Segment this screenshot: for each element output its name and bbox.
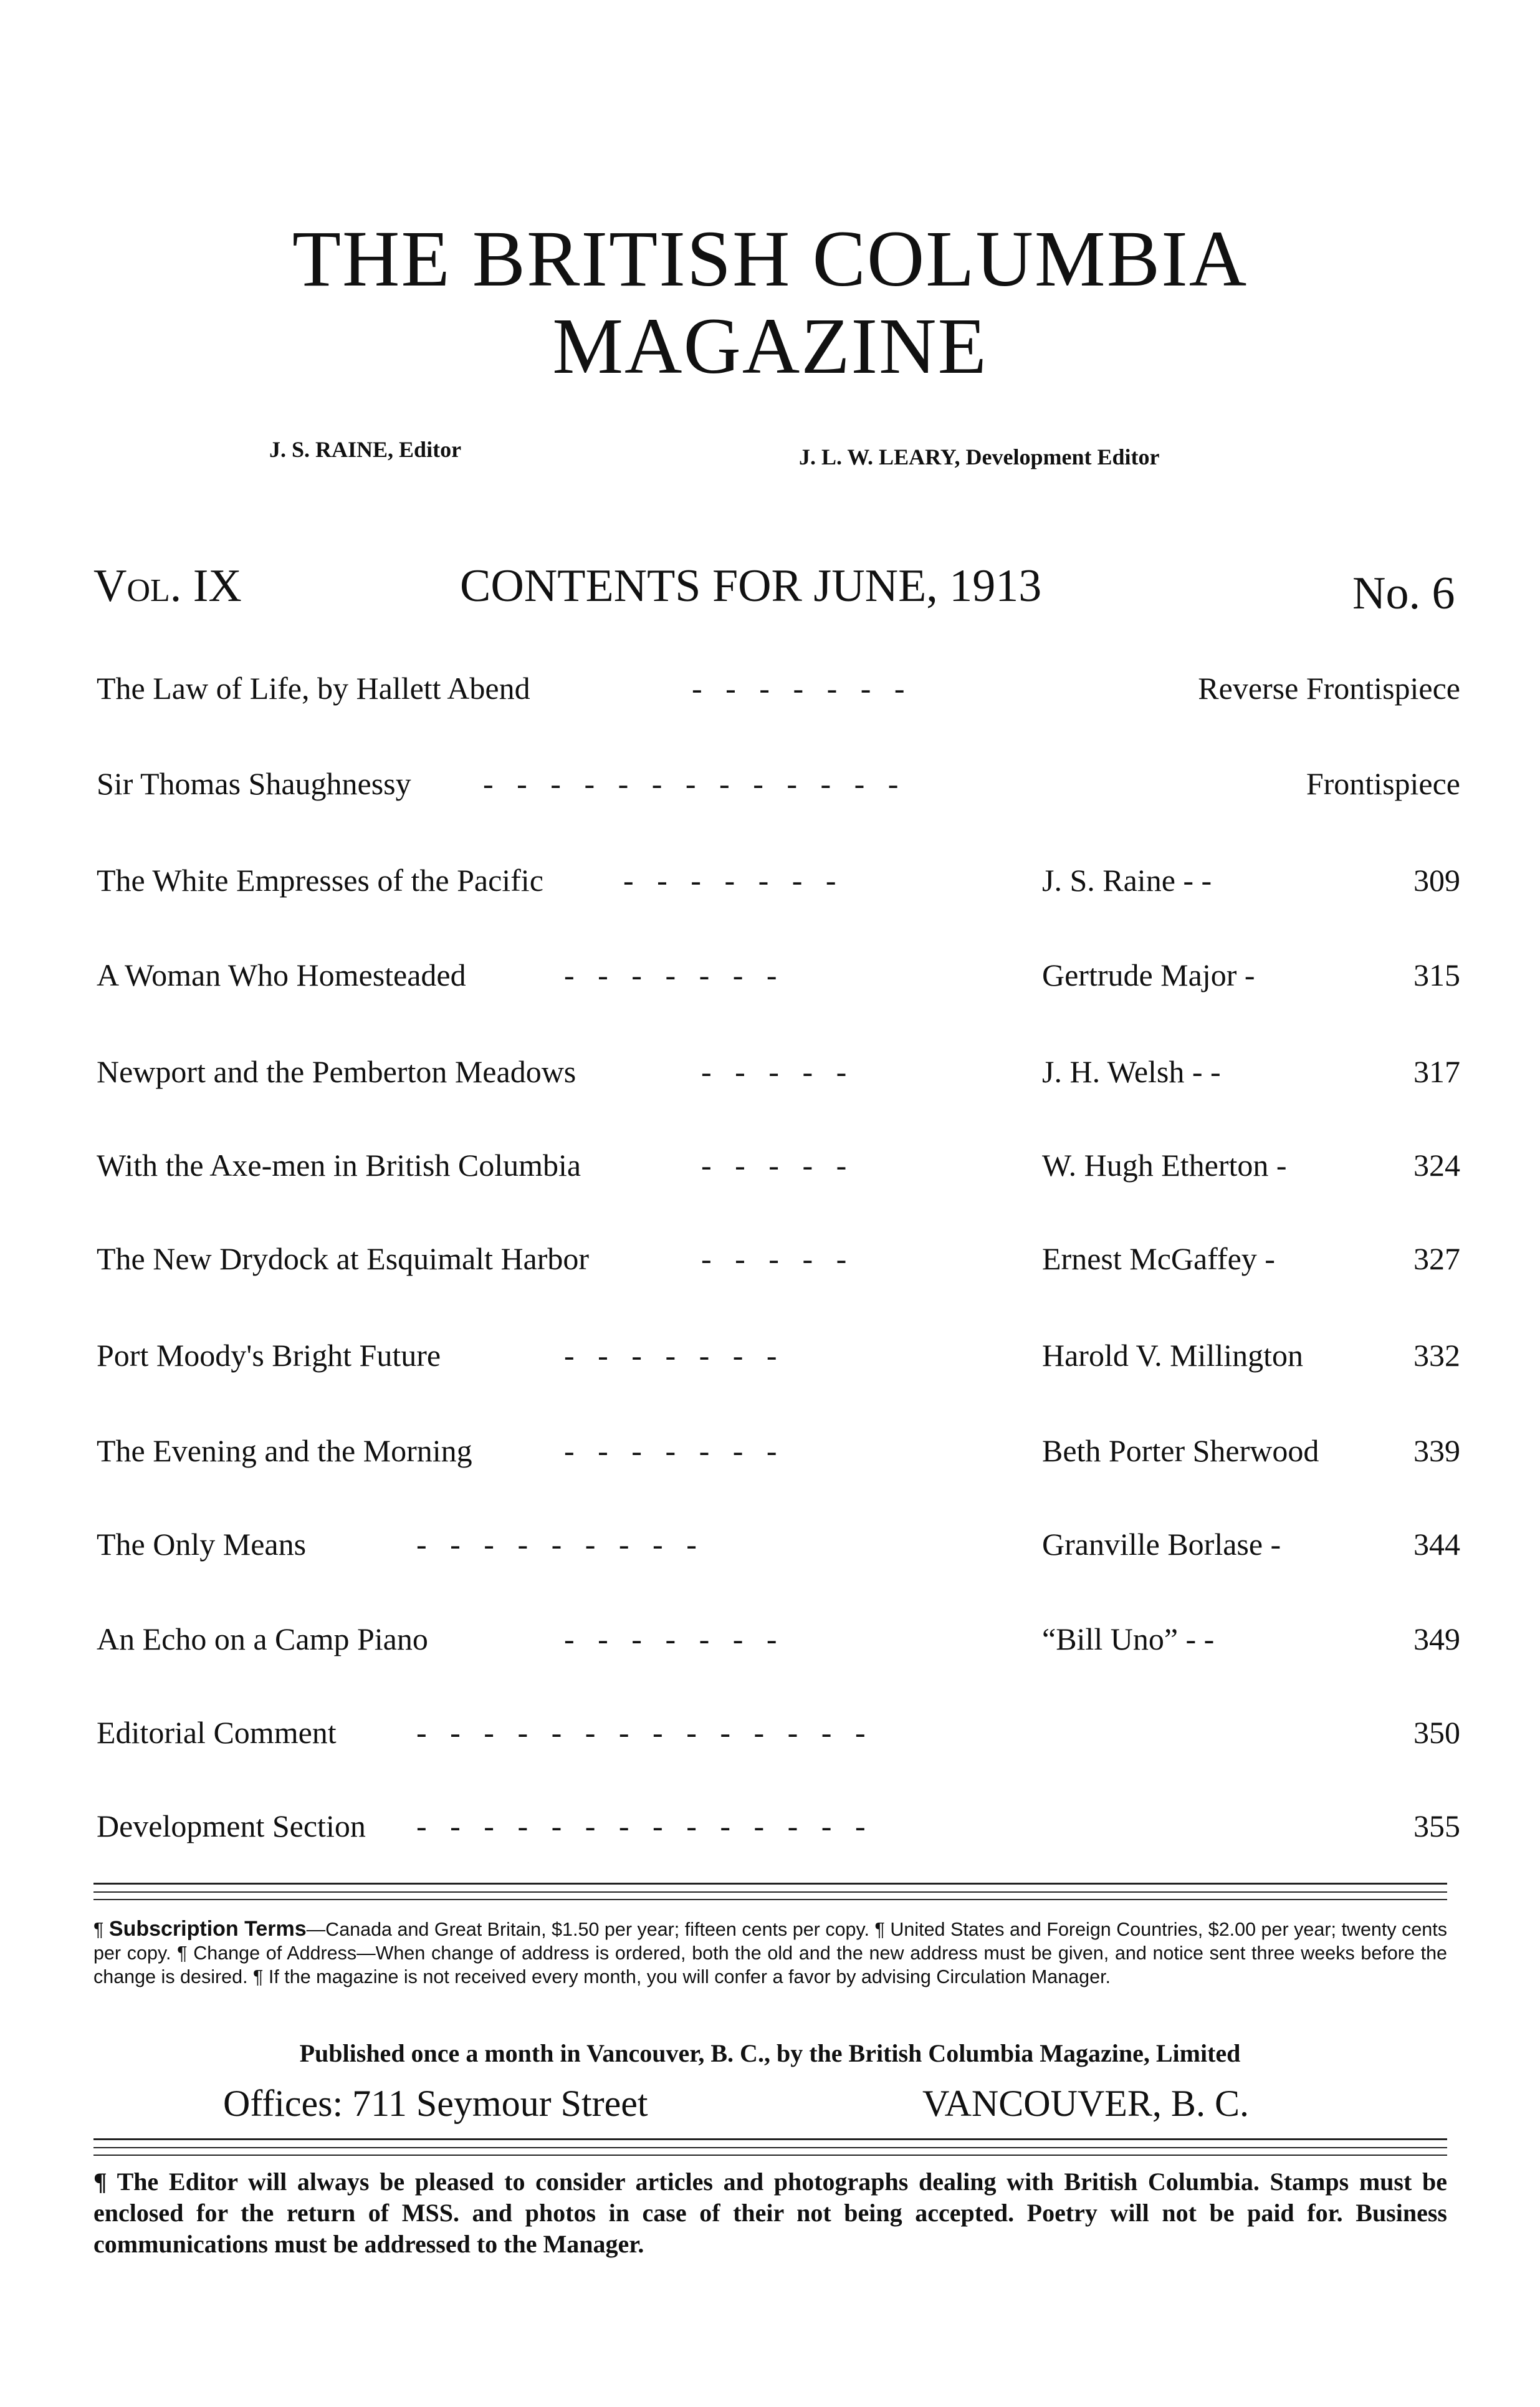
magazine-title-line-1: THE BRITISH COLUMBIA [292,214,1248,303]
editors-line [0,436,1540,474]
toc-page-ref: 350 [1413,1715,1460,1750]
toc-row [0,766,1540,815]
toc-page-ref: 315 [1413,958,1460,992]
development-editor-credit [799,444,1159,470]
toc-page-ref: 339 [1413,1433,1460,1468]
toc-page-ref: 332 [1413,1338,1460,1373]
toc-page-ref: 324 [1413,1148,1460,1183]
toc-page-ref: 327 [1413,1241,1460,1276]
toc-title: An Echo on a Camp Piano [97,1621,428,1656]
toc-leader: - - - - - [701,1241,847,1276]
toc-row [0,1714,1540,1764]
paragraph-mark-icon: ¶ [93,2168,107,2196]
toc-row [0,1054,1540,1103]
toc-title: With the Axe-men in British Columbia [97,1148,581,1183]
toc-row [0,1621,1540,1671]
toc-author: W. Hugh Etherton - [1042,1148,1287,1183]
toc-leader: - - - - - - - - - - - - - - [416,1715,866,1750]
toc-row [0,862,1540,912]
offices-city: VANCOUVER, B. C. [922,2083,1249,2124]
toc-author: Harold V. Millington [1042,1338,1304,1373]
toc-title: The New Drydock at Esquimalt Harbor [97,1241,590,1276]
toc-row [0,1337,1540,1387]
toc-row [0,1147,1540,1197]
toc-leader: - - - - - - - [564,1338,777,1373]
toc-page-ref: Frontispiece [1306,766,1460,801]
toc-author: Gertrude Major - [1042,958,1255,992]
toc-author: Beth Porter Sherwood [1042,1433,1319,1468]
toc-author: J. H. Welsh - - [1042,1054,1221,1089]
toc-title: The Law of Life, by Hallett Abend [97,671,530,706]
toc-leader: - - - - - [701,1054,847,1089]
toc-leader: - - - - - - - [564,1621,777,1656]
editor-notice-text: The Editor will always be pleased to consider articles and photographs dealing with British Columbia. Stamps must be enclosed for the return of MSS. and photos in case of their not being accepted. Poetry will not be paid for. Business communications must be addressed to the Manager. [93,2168,1447,2258]
toc-leader: - - - - - - - - - - - - - - [416,1809,866,1843]
toc-author: J. S. Raine - - [1042,863,1212,898]
editor-credit [269,436,461,463]
toc-page-ref: 317 [1413,1054,1460,1089]
development-editor-role: Development Editor [965,444,1160,469]
paragraph-mark-icon: ¶ [93,1919,104,1940]
toc-title: Newport and the Pemberton Meadows [97,1054,576,1089]
toc-leader: - - - - - - - [623,863,836,898]
toc-page-ref: 344 [1413,1527,1460,1562]
divider-rule [93,2138,1447,2140]
toc-title: The Evening and the Morning [97,1433,472,1468]
masthead [0,215,1540,390]
publisher-line: Published once a month in Vancouver, B. C., by the British Columbia Magazine, Limited [299,2039,1241,2067]
toc-title: Port Moody's Bright Future [97,1338,441,1373]
toc-title: The White Empresses of the Pacific [97,863,543,898]
divider-rule [93,1891,1447,1893]
toc-row [0,1808,1540,1858]
toc-author: Granville Borlase - [1042,1527,1281,1562]
toc-page-ref: 355 [1413,1809,1460,1843]
magazine-title-line-2: MAGAZINE [552,302,988,390]
issue-number: No. 6 [1352,568,1455,619]
editor-name: J. S. RAINE, [269,437,394,462]
divider-rule [93,2147,1447,2148]
divider-rule [93,2155,1447,2156]
volume-number: Vol. IX [93,560,242,612]
toc-leader: - - - - - - - [564,1433,777,1468]
toc-title: Editorial Comment [97,1715,337,1750]
offices-line [0,2082,1540,2132]
toc-row [0,1241,1540,1290]
toc-leader: - - - - - - - [692,671,905,706]
offices-address: Offices: 711 Seymour Street [223,2083,648,2124]
toc-leader: - - - - - [701,1148,847,1183]
toc-page-ref: 309 [1413,863,1460,898]
issue-header [0,555,1540,623]
subscription-terms-label: Subscription Terms [108,1917,307,1941]
subscription-terms [93,1917,1447,1989]
toc-title: Sir Thomas Shaughnessy [97,766,411,801]
contents-heading: CONTENTS FOR JUNE, 1913 [460,560,1042,612]
toc-row [0,1433,1540,1482]
toc-author: Ernest McGaffey - [1042,1241,1275,1276]
toc-leader: - - - - - - - - - - - - - [483,766,899,801]
development-editor-name: J. L. W. LEARY, [799,444,960,469]
toc-leader: - - - - - - - [564,958,777,992]
toc-leader: - - - - - - - - - [416,1527,697,1562]
toc-title: A Woman Who Homesteaded [97,958,466,992]
toc-page-ref: Reverse Frontispiece [1198,671,1460,706]
toc-row [0,670,1540,720]
divider-rule [93,1899,1447,1900]
editor-role: Editor [399,437,462,462]
subscription-terms-text: —Canada and Great Britain, $1.50 per year; fifteen cents per copy. ¶ United States and Foreign Countries, $2.00 per year; twenty cents per copy. ¶ Change of Address—When change of address is ordered, both the old and the new address must be given, and notice sent three weeks before the change is desired. ¶ If the magazine is not received every month, you will confer a favor by advising Circulation Manager. [93,1919,1447,1987]
toc-row [0,1526,1540,1576]
toc-page-ref: 349 [1413,1621,1460,1656]
divider-rule [93,1883,1447,1885]
toc-title: Development Section [97,1809,366,1843]
editor-notice [93,2166,1447,2260]
toc-author: “Bill Uno” - - [1042,1621,1215,1656]
toc-title: The Only Means [97,1527,307,1562]
toc-row [0,957,1540,1007]
